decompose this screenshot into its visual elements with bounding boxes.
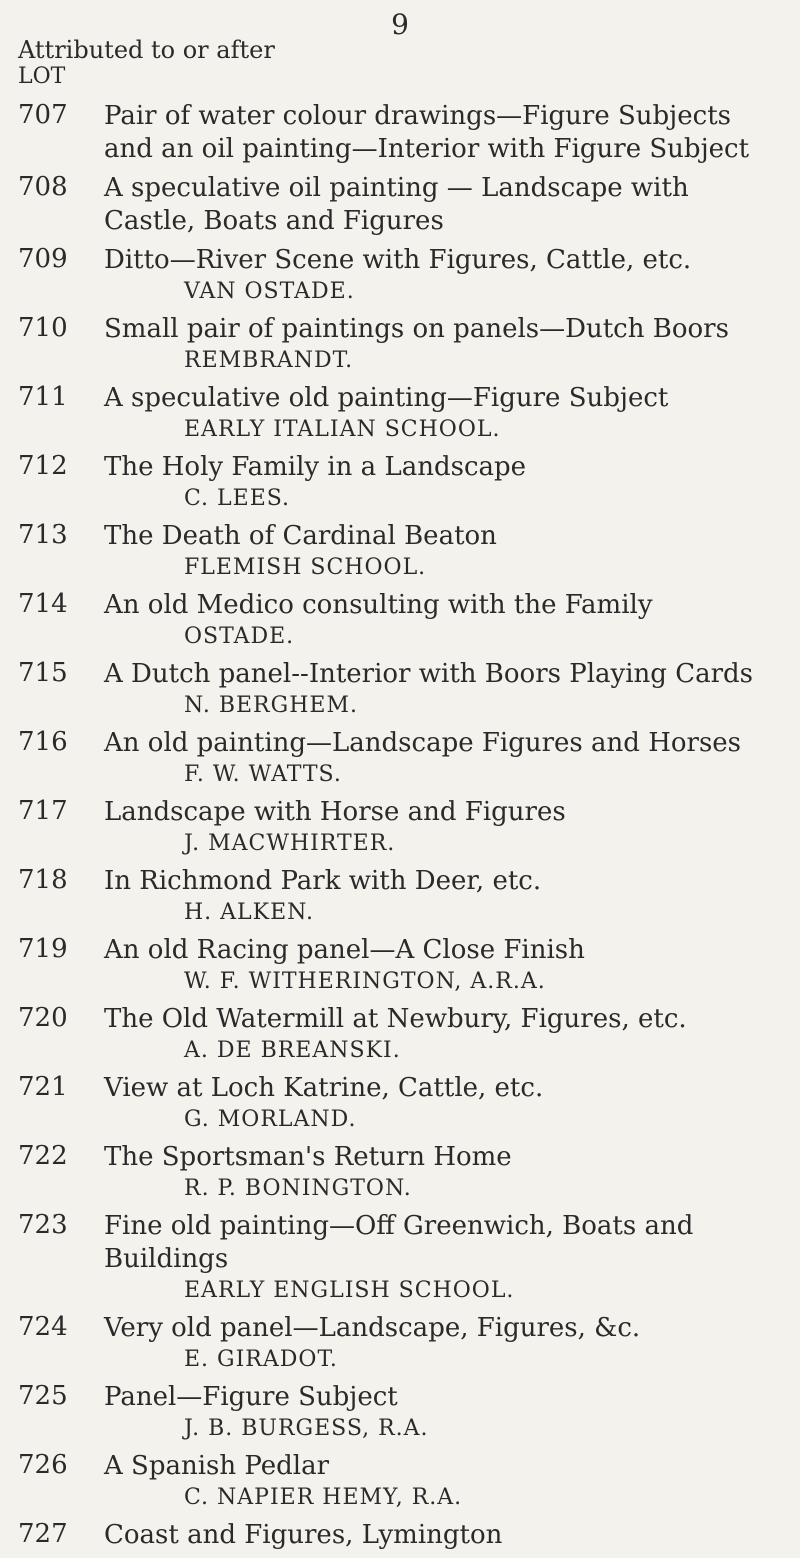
lot-description: Coast and Figures, Lymington	[104, 1520, 503, 1550]
lot-description: The Death of Cardinal Beaton	[104, 521, 497, 551]
lot-description: An old Medico consulting with the Family	[104, 590, 653, 620]
lot-entry	[18, 727, 788, 790]
lot-description: A speculative old painting—Figure Subject	[104, 383, 669, 413]
lot-entry	[18, 382, 788, 445]
lot-artist: J. MACWHIRTER.	[184, 831, 396, 856]
lot-number: 712	[18, 451, 68, 481]
lot-description: An old painting—Landscape Figures and Horses	[104, 728, 742, 758]
lot-number: 720	[18, 1003, 68, 1033]
lot-entry	[18, 865, 788, 928]
lot-entry	[18, 658, 788, 721]
lot-number: 715	[18, 658, 68, 688]
section-header: Attributed to or after	[18, 36, 275, 64]
lot-number: 709	[18, 244, 68, 274]
lot-artist: REMBRANDT.	[184, 348, 354, 373]
lot-artist: G. MORLAND.	[184, 1107, 357, 1132]
lot-artist: F. W. WATTS.	[184, 762, 342, 787]
lot-entry	[18, 244, 788, 307]
lot-description: Pair of water colour drawings—Figure Subjects and an oil painting—Interior with Figure Subject	[104, 101, 750, 164]
lot-artist: E. GIRADOT.	[184, 1347, 338, 1372]
lot-entry	[18, 1381, 788, 1444]
lot-description: A Dutch panel--Interior with Boors Playing Cards	[104, 659, 754, 689]
lot-artist: N. BERGHEM.	[184, 693, 358, 718]
page-number: 9	[391, 8, 409, 41]
lot-entry	[18, 451, 788, 514]
lot-description: Very old panel—Landscape, Figures, &c.	[104, 1313, 641, 1343]
lot-number: 713	[18, 520, 68, 550]
lot-description: Landscape with Horse and Figures	[104, 797, 566, 827]
lot-description: Fine old painting—Off Greenwich, Boats and Buildings	[104, 1211, 694, 1274]
lot-list	[18, 100, 788, 1558]
lot-entry	[18, 1072, 788, 1135]
lot-number: 724	[18, 1312, 68, 1342]
lot-number: 719	[18, 934, 68, 964]
lot-description: The Sportsman's Return Home	[104, 1142, 512, 1172]
lot-artist: FLEMISH SCHOOL.	[184, 555, 427, 580]
lot-description: A Spanish Pedlar	[104, 1451, 330, 1481]
lot-artist: R. P. BONINGTON.	[184, 1176, 412, 1201]
lot-entry	[18, 1003, 788, 1066]
lot-description: A speculative oil painting — Landscape with Castle, Boats and Figures	[104, 173, 689, 236]
lot-number: 725	[18, 1381, 68, 1411]
lot-column-label: LOT	[18, 64, 66, 89]
lot-entry	[18, 172, 788, 238]
lot-entry	[18, 1519, 788, 1552]
lot-artist: VAN OSTADE.	[184, 279, 355, 304]
lot-entry	[18, 520, 788, 583]
lot-artist: J. B. BURGESS, R.A.	[184, 1416, 429, 1441]
lot-entry	[18, 1312, 788, 1375]
lot-artist: OSTADE.	[184, 624, 295, 649]
lot-entry	[18, 1141, 788, 1204]
lot-entry	[18, 100, 788, 166]
lot-number: 711	[18, 382, 68, 412]
lot-artist: A. DE BREANSKI.	[184, 1038, 401, 1063]
lot-number: 722	[18, 1141, 68, 1171]
lot-number: 710	[18, 313, 68, 343]
lot-entry	[18, 1210, 788, 1306]
lot-entry	[18, 313, 788, 376]
lot-description: Small pair of paintings on panels—Dutch Boors	[104, 314, 729, 344]
lot-number: 707	[18, 100, 68, 130]
lot-number: 727	[18, 1519, 68, 1549]
lot-description: The Old Watermill at Newbury, Figures, etc.	[104, 1004, 687, 1034]
lot-entry	[18, 589, 788, 652]
lot-entry	[18, 796, 788, 859]
lot-artist: C. LEES.	[184, 486, 291, 511]
lot-entry	[18, 1450, 788, 1513]
lot-number: 716	[18, 727, 68, 757]
lot-number: 708	[18, 172, 68, 202]
lot-artist: W. F. WITHERINGTON, A.R.A.	[184, 969, 546, 994]
lot-number: 717	[18, 796, 68, 826]
lot-description: Panel—Figure Subject	[104, 1382, 398, 1412]
lot-description: View at Loch Katrine, Cattle, etc.	[104, 1073, 544, 1103]
lot-artist: H. ALKEN.	[184, 900, 314, 925]
lot-artist: EARLY ENGLISH SCHOOL.	[184, 1278, 515, 1303]
lot-description: The Holy Family in a Landscape	[104, 452, 527, 482]
lot-description: Ditto—River Scene with Figures, Cattle, etc.	[104, 245, 692, 275]
lot-number: 721	[18, 1072, 68, 1102]
lot-number: 718	[18, 865, 68, 895]
lot-entry	[18, 934, 788, 997]
lot-description: In Richmond Park with Deer, etc.	[104, 866, 542, 896]
lot-number: 714	[18, 589, 68, 619]
lot-description: An old Racing panel—A Close Finish	[104, 935, 585, 965]
lot-artist: EARLY ITALIAN SCHOOL.	[184, 417, 501, 442]
lot-number: 723	[18, 1210, 68, 1240]
lot-artist: C. NAPIER HEMY, R.A.	[184, 1485, 463, 1510]
lot-number: 726	[18, 1450, 68, 1480]
